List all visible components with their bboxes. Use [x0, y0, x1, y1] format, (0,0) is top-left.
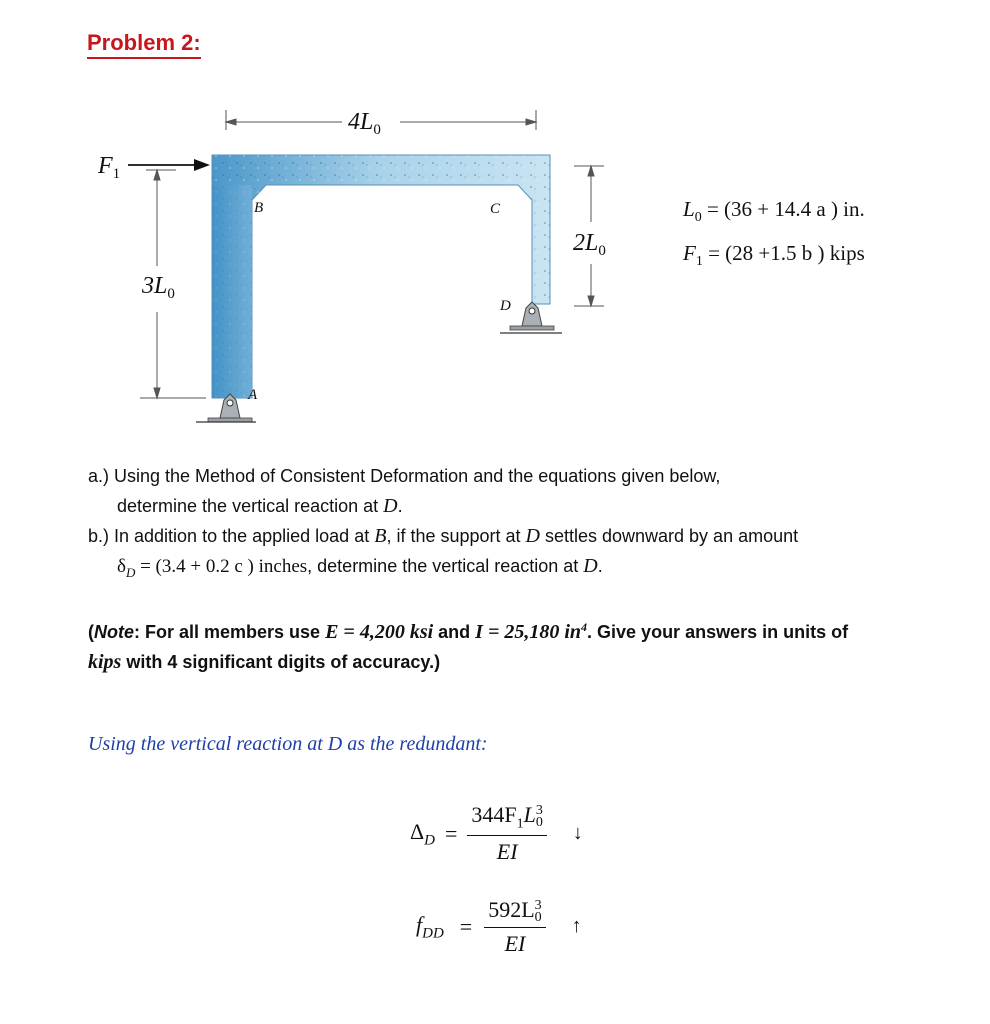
note-block: [88, 612, 968, 677]
force-label: $F_1$: [98, 153, 121, 182]
given-f1: $F_1 = (28 +1.5$ b ) kips: [683, 241, 865, 270]
point-label-b: B: [254, 200, 264, 216]
delta-fraction: [467, 802, 547, 865]
frame-diagram: [80, 100, 640, 440]
problem-title: Problem 2:: [87, 30, 201, 59]
note-line2: kips with 4 significant digits of accuracy.): [88, 651, 441, 673]
question-a-line1: a.) Using the Method of Consistent Deformation and the equations given below,: [88, 466, 721, 486]
frame-body: [212, 155, 550, 398]
dim-top-label: $4L_0$: [348, 109, 381, 138]
delta-lhs: $\Delta_D$: [410, 818, 435, 848]
f-lhs: $f_{DD}$: [416, 911, 444, 942]
question-b: [88, 521, 978, 588]
question-a-line2: determine the vertical reaction at D.: [117, 495, 403, 517]
question-b-line1: b.) In addition to the applied load at B, if the support at D settles downward by an amount: [88, 525, 799, 547]
up-arrow-icon: ↑: [571, 915, 582, 938]
dimension-top: [226, 110, 536, 130]
note-line1: (Note: For all members use E = 4,200 ksi and I = 25,180 $in^4$. Give your answers in units of: [88, 620, 849, 643]
f-numerator: 592L 3 0: [484, 897, 545, 928]
delta-denominator: EI: [496, 839, 518, 865]
f-fraction: [484, 897, 545, 957]
down-arrow-icon: ↓: [572, 822, 583, 845]
question-b-line2: $\delta_D = (3.4 + 0.2$ c ) inches, determine the vertical reaction at D.: [117, 555, 603, 580]
question-a: [88, 461, 968, 521]
equation-delta-d: $\Delta_D$ = $344F_1L$ 3 0 EI ↓: [410, 802, 583, 865]
dim-left-label: $3L_0$: [142, 273, 175, 302]
dim-right-label: $2L_0$: [573, 230, 606, 259]
point-label-c: C: [490, 201, 501, 217]
redundant-statement: Using the vertical reaction at D as the redundant:: [88, 733, 488, 755]
f-denominator: EI: [504, 930, 526, 956]
point-label-a: A: [248, 387, 258, 403]
point-label-d: D: [500, 298, 511, 314]
force-arrow-f1: [128, 159, 210, 171]
given-l0: $L_0 = (36 + 14.4$ a ) in.: [683, 197, 865, 226]
equation-f-dd: $f_{DD}$ = 592L 3 0 EI ↑: [416, 897, 582, 956]
delta-numerator: $344F_1L$ 3 0: [467, 802, 547, 836]
